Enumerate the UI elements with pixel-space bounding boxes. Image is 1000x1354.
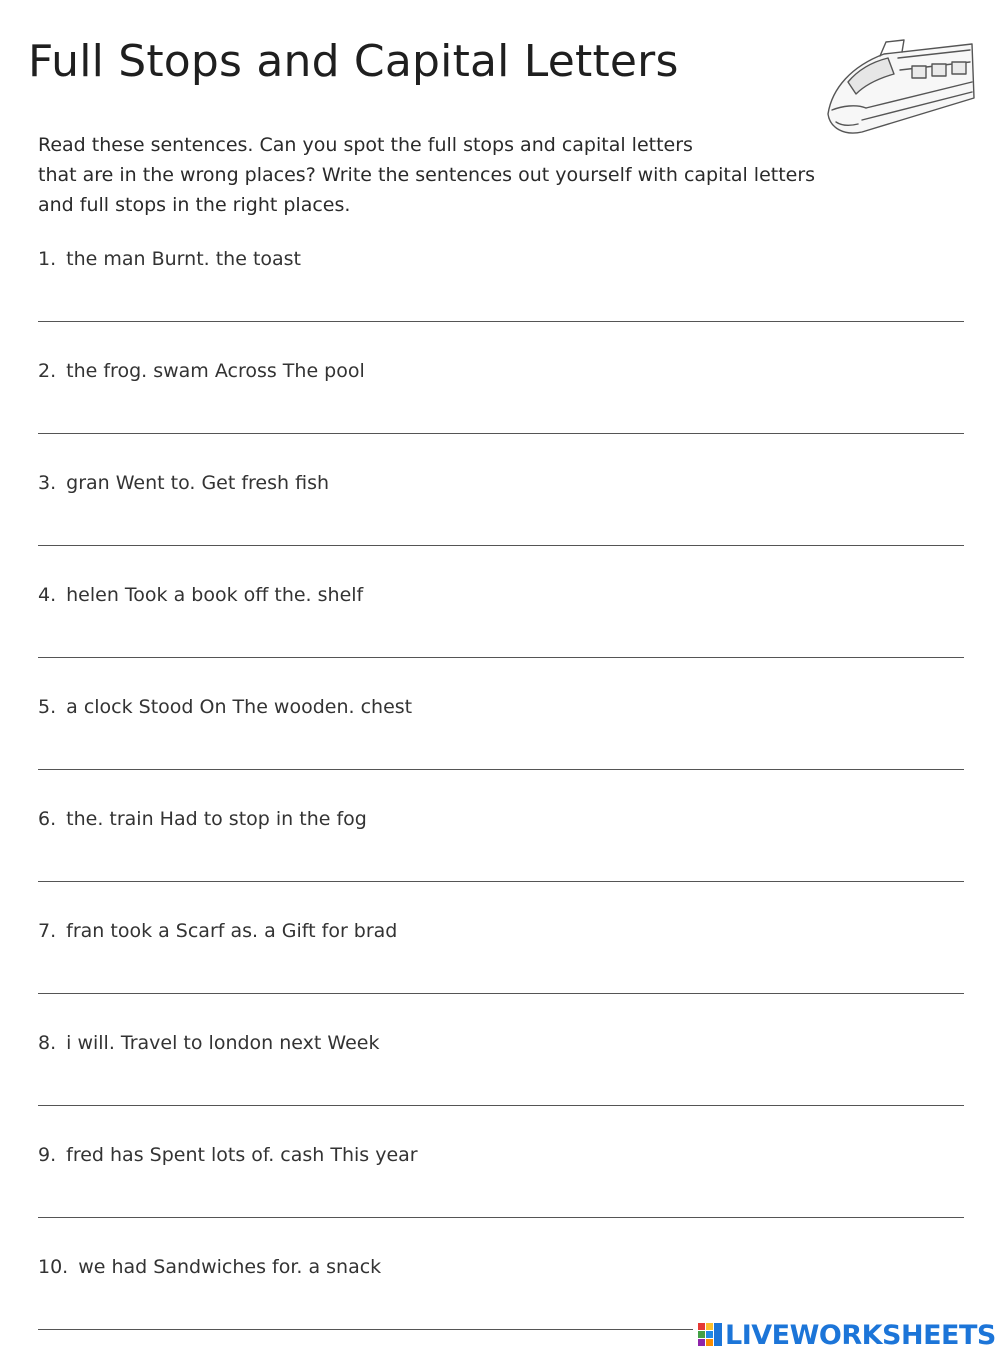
question-3: 3. gran Went to. Get fresh fish — [38, 472, 330, 494]
question-7: 7. fran took a Scarf as. a Gift for brad — [38, 920, 398, 942]
answer-line-1[interactable] — [38, 321, 964, 322]
question-4: 4. helen Took a book off the. shelf — [38, 584, 364, 606]
answer-line-5[interactable] — [38, 769, 964, 770]
question-5: 5. a clock Stood On The wooden. chest — [38, 696, 413, 718]
answer-line-10[interactable] — [38, 1329, 693, 1330]
worksheet-title: Full Stops and Capital Letters — [28, 36, 679, 87]
instructions-line-1: Read these sentences. Can you spot the full stops and capital letters — [38, 134, 693, 156]
question-2: 2. the frog. swam Across The pool — [38, 360, 365, 382]
question-8: 8. i will. Travel to london next Week — [38, 1032, 380, 1054]
liveworksheets-logo-icon — [697, 1321, 723, 1349]
question-10: 10. we had Sandwiches for. a snack — [38, 1256, 382, 1278]
answer-line-7[interactable] — [38, 993, 964, 994]
liveworksheets-logo-text: LIVEWORKSHEETS — [725, 1319, 996, 1351]
liveworksheets-logo[interactable] — [697, 1318, 996, 1352]
question-9: 9. fred has Spent lots of. cash This year — [38, 1144, 418, 1166]
question-6: 6. the. train Had to stop in the fog — [38, 808, 367, 830]
answer-line-9[interactable] — [38, 1217, 964, 1218]
instructions-line-2: that are in the wrong places? Write the sentences out yourself with capital letters — [38, 164, 816, 186]
answer-line-2[interactable] — [38, 433, 964, 434]
answer-line-3[interactable] — [38, 545, 964, 546]
answer-line-6[interactable] — [38, 881, 964, 882]
answer-line-4[interactable] — [38, 657, 964, 658]
question-1: 1. the man Burnt. the toast — [38, 248, 302, 270]
instructions-line-3: and full stops in the right places. — [38, 194, 351, 216]
answer-line-8[interactable] — [38, 1105, 964, 1106]
